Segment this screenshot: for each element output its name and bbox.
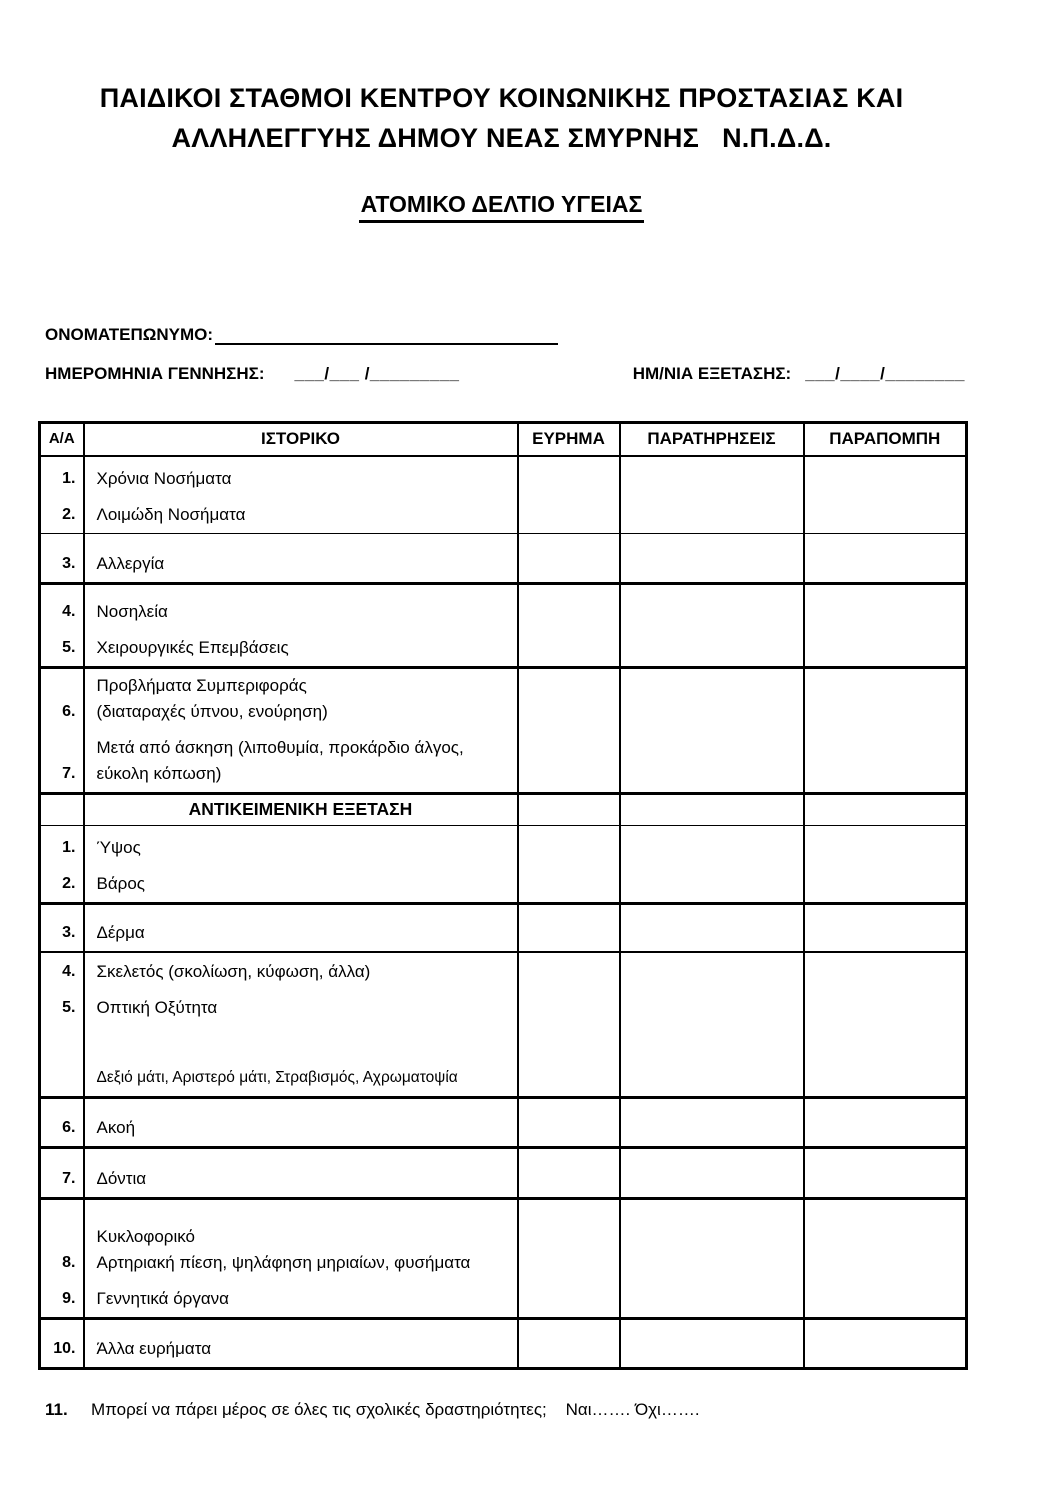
question-11-text: Μπορεί να πάρει μέρος σε όλες τις σχολικές δραστηριότητες; Ναι……. Όχι……. — [91, 1400, 700, 1419]
number-line: 5. — [62, 639, 76, 656]
row-number — [41, 1065, 83, 1091]
birth-date-label: ΗΜΕΡΟΜΗΝΙΑ ΓΕΝΝΗΣΗΣ: — [45, 364, 265, 383]
finding-cell[interactable] — [518, 534, 620, 584]
row-number — [41, 1336, 83, 1362]
org-title — [38, 78, 965, 158]
number-line: 4. — [62, 603, 76, 620]
row-label — [85, 1115, 517, 1141]
row-label — [85, 1166, 517, 1192]
numbers-stack — [41, 466, 83, 533]
row-label — [85, 735, 517, 787]
table-row — [40, 904, 967, 952]
row-label — [85, 920, 517, 946]
number-line: 1. — [62, 470, 76, 487]
label-line: Δέρμα — [96, 922, 145, 942]
istoriko-cell — [84, 534, 518, 584]
section-header-cell — [84, 794, 518, 826]
table-row — [40, 584, 967, 668]
table-row — [40, 668, 967, 794]
table-row — [40, 1098, 967, 1148]
numbers-stack — [41, 673, 83, 792]
observations-cell[interactable] — [620, 1319, 804, 1369]
numbers-stack — [41, 1224, 83, 1317]
finding-cell[interactable] — [518, 794, 620, 826]
observations-cell[interactable] — [620, 1199, 804, 1319]
aa-cell — [40, 584, 84, 668]
observations-cell[interactable] — [620, 794, 804, 826]
col-header-evrima: ΕΥΡΗΜΑ — [518, 423, 620, 456]
row-label — [85, 1065, 517, 1091]
question-11-number: 11. — [45, 1400, 68, 1419]
finding-cell[interactable] — [518, 1098, 620, 1148]
aa-cell — [40, 534, 84, 584]
aa-cell — [40, 826, 84, 904]
observations-cell[interactable] — [620, 1148, 804, 1199]
labels-stack — [85, 1115, 517, 1146]
labels-stack — [85, 466, 517, 533]
finding-cell[interactable] — [518, 456, 620, 534]
istoriko-cell — [84, 904, 518, 952]
birth-date-group — [45, 364, 460, 384]
table-row — [40, 534, 967, 584]
aa-cell — [40, 456, 84, 534]
table-row — [40, 456, 967, 534]
aa-cell — [40, 794, 84, 826]
row-label — [85, 1224, 517, 1276]
form-title: ΑΤΟΜΙΚΟ ΔΕΛΤΙΟ ΥΓΕΙΑΣ — [359, 191, 645, 223]
row-label — [85, 502, 517, 528]
row-label — [85, 466, 517, 492]
row-label — [85, 635, 517, 661]
label-line: Προβλήματα Συμπεριφοράς — [96, 676, 307, 695]
number-line: 2. — [62, 506, 76, 523]
number-line: 10. — [53, 1340, 76, 1357]
istoriko-cell — [84, 1148, 518, 1199]
col-header-istoriko: ΙΣΤΟΡΙΚΟ — [84, 423, 518, 456]
labels-stack — [85, 835, 517, 902]
aa-cell — [40, 952, 84, 1098]
row-number — [41, 466, 83, 492]
row-number — [41, 959, 83, 985]
observations-cell[interactable] — [620, 1098, 804, 1148]
referral-cell[interactable] — [804, 904, 967, 952]
question-11 — [45, 1398, 965, 1422]
number-line — [41, 1065, 83, 1091]
exam-date-label: ΗΜ/ΝΙΑ ΕΞΕΤΑΣΗΣ: — [632, 364, 792, 383]
row-number — [41, 995, 83, 1021]
label-line: Χρόνια Νοσήματα — [96, 469, 232, 488]
row-number — [41, 835, 83, 861]
referral-cell[interactable] — [804, 456, 967, 534]
labels-stack — [85, 599, 517, 666]
finding-cell[interactable] — [518, 668, 620, 794]
finding-cell[interactable] — [518, 952, 620, 1098]
aa-cell — [40, 904, 84, 952]
row-number — [41, 1166, 83, 1192]
numbers-stack — [41, 551, 83, 582]
numbers-stack — [41, 959, 83, 1096]
number-line: 2. — [62, 875, 76, 892]
label-line: Βάρος — [96, 874, 145, 893]
label-line: Λοιμώδη Νοσήματα — [96, 505, 246, 524]
col-header-aa: Α/Α — [40, 423, 84, 456]
form-title-wrap — [38, 191, 965, 223]
referral-cell[interactable] — [804, 952, 967, 1098]
observations-cell[interactable] — [620, 584, 804, 668]
label-line: Αρτηριακή πίεση, ψηλάφηση μηριαίων, φυσήματα — [96, 1253, 471, 1272]
label-line: (διαταραχές ύπνου, ενούρηση) — [96, 702, 328, 721]
col-header-parapompi: ΠΑΡΑΠΟΜΠΗ — [804, 423, 967, 456]
row-label — [85, 1286, 517, 1312]
referral-cell[interactable] — [804, 826, 967, 904]
row-number — [41, 871, 83, 897]
number-line: 7. — [62, 765, 76, 782]
row-number — [41, 673, 83, 725]
row-number — [41, 920, 83, 946]
label-line: Γεννητικά όργανα — [96, 1289, 230, 1308]
observations-cell[interactable] — [620, 534, 804, 584]
istoriko-cell — [84, 1319, 518, 1369]
labels-stack — [85, 1336, 517, 1367]
observations-cell[interactable] — [620, 904, 804, 952]
section-header-label: ΑΝΤΙΚΕΙΜΕΝΙΚΗ ΕΞΕΤΑΣΗ — [188, 799, 413, 819]
labels-stack — [85, 1224, 517, 1317]
row-number — [41, 502, 83, 528]
observations-cell[interactable] — [620, 826, 804, 904]
numbers-stack — [41, 920, 83, 951]
number-line: 7. — [62, 1170, 76, 1187]
labels-stack — [85, 920, 517, 951]
name-row — [45, 319, 965, 345]
numbers-stack — [41, 835, 83, 902]
istoriko-cell — [84, 1199, 518, 1319]
number-line — [41, 673, 83, 699]
finding-cell[interactable] — [518, 826, 620, 904]
numbers-stack — [41, 599, 83, 666]
table-row — [40, 1199, 967, 1319]
table-header-row — [40, 423, 967, 456]
table-row — [40, 1148, 967, 1199]
org-title-line1: ΠΑΙΔΙΚΟΙ ΣΤΑΘΜΟΙ ΚΕΝΤΡΟΥ ΚΟΙΝΩΝΙΚΗΣ ΠΡΟΣΤΑΣΙΑΣ ΚΑΙ — [99, 83, 904, 113]
col-header-paratiriseis: ΠΑΡΑΤΗΡΗΣΕΙΣ — [620, 423, 804, 456]
number-line: 6. — [62, 1119, 76, 1136]
aa-cell — [40, 1098, 84, 1148]
birth-date-blank[interactable]: ___/___ /_________ — [294, 364, 460, 383]
table-row — [40, 1319, 967, 1369]
label-line: Αλλεργία — [96, 554, 165, 573]
istoriko-cell — [84, 1098, 518, 1148]
number-line — [41, 735, 83, 761]
istoriko-cell — [84, 826, 518, 904]
referral-cell[interactable] — [804, 668, 967, 794]
istoriko-cell — [84, 584, 518, 668]
name-label: ΟΝΟΜΑΤΕΠΩΝΥΜΟ: — [45, 325, 214, 344]
row-number — [41, 635, 83, 661]
finding-cell[interactable] — [518, 1319, 620, 1369]
number-line: 5. — [62, 999, 76, 1016]
row-label — [85, 995, 517, 1021]
istoriko-cell — [84, 952, 518, 1098]
aa-cell — [40, 1199, 84, 1319]
finding-cell[interactable] — [518, 1199, 620, 1319]
name-blank-line[interactable] — [215, 323, 558, 345]
label-line: Άλλα ευρήματα — [96, 1339, 212, 1358]
label-line: Κυκλοφορικό — [96, 1227, 196, 1246]
number-line: 3. — [62, 923, 76, 941]
finding-cell[interactable] — [518, 1148, 620, 1199]
numbers-stack — [41, 1166, 83, 1197]
numbers-stack — [41, 1336, 83, 1367]
label-line: Χειρουργικές Επεμβάσεις — [96, 638, 289, 657]
row-number — [41, 1286, 83, 1312]
exam-date-group — [633, 364, 965, 384]
aa-cell — [40, 1148, 84, 1199]
row-number — [41, 1224, 83, 1276]
numbers-stack — [41, 1115, 83, 1146]
row-number — [41, 735, 83, 787]
label-line: εύκολη κόπωση) — [96, 764, 222, 783]
row-label — [85, 1336, 517, 1362]
referral-cell[interactable] — [804, 534, 967, 584]
number-line: 6. — [62, 703, 76, 720]
row-label — [85, 959, 517, 985]
health-table — [38, 421, 968, 1370]
number-line: 8. — [62, 1254, 76, 1271]
row-label — [85, 599, 517, 625]
label-line: Νοσηλεία — [96, 602, 168, 621]
labels-stack — [85, 551, 517, 582]
istoriko-cell — [84, 456, 518, 534]
finding-cell[interactable] — [518, 584, 620, 668]
dates-row — [45, 358, 965, 384]
aa-cell — [40, 1319, 84, 1369]
observations-cell[interactable] — [620, 952, 804, 1098]
referral-cell[interactable] — [804, 1319, 967, 1369]
table-row — [40, 952, 967, 1098]
org-title-line2: ΑΛΛΗΛΕΓΓΥΗΣ ΔΗΜΟΥ ΝΕΑΣ ΣΜΥΡΝΗΣ Ν.Π.Δ.Δ. — [171, 123, 832, 153]
label-line: Δεξιό μάτι, Αριστερό μάτι, Στραβισμός, Αχρωματοψία — [96, 1069, 458, 1086]
row-number — [41, 551, 83, 577]
number-line: 1. — [62, 839, 76, 856]
referral-cell[interactable] — [804, 794, 967, 826]
number-line — [41, 1224, 83, 1250]
health-table-body — [40, 456, 967, 1369]
label-line: Μετά από άσκηση (λιποθυμία, προκάρδιο άλγος, — [96, 738, 464, 757]
referral-cell[interactable] — [804, 584, 967, 668]
labels-stack — [85, 673, 517, 792]
istoriko-cell — [84, 668, 518, 794]
referral-cell[interactable] — [804, 1199, 967, 1319]
number-line: 4. — [62, 963, 76, 980]
label-line: Ακοή — [96, 1118, 136, 1137]
table-row — [40, 826, 967, 904]
row-number — [41, 1115, 83, 1141]
observations-cell[interactable] — [620, 668, 804, 794]
finding-cell[interactable] — [518, 904, 620, 952]
number-line: 3. — [62, 555, 76, 572]
referral-cell[interactable] — [804, 1098, 967, 1148]
aa-cell — [40, 668, 84, 794]
row-label — [85, 673, 517, 725]
exam-date-blank[interactable]: ___/____/________ — [805, 364, 965, 383]
number-line: 9. — [62, 1290, 76, 1307]
referral-cell[interactable] — [804, 1148, 967, 1199]
row-number — [41, 599, 83, 625]
row-label — [85, 871, 517, 897]
labels-stack — [85, 959, 517, 1096]
label-line: Δόντια — [96, 1169, 147, 1188]
label-line: Σκελετός (σκολίωση, κύφωση, άλλα) — [96, 962, 371, 981]
label-line: Ύψος — [96, 838, 141, 857]
row-label — [85, 551, 517, 577]
labels-stack — [85, 1166, 517, 1197]
table-row — [40, 794, 967, 826]
form-fields — [45, 319, 965, 384]
label-line: Οπτική Οξύτητα — [96, 998, 218, 1017]
observations-cell[interactable] — [620, 456, 804, 534]
row-label — [85, 835, 517, 861]
